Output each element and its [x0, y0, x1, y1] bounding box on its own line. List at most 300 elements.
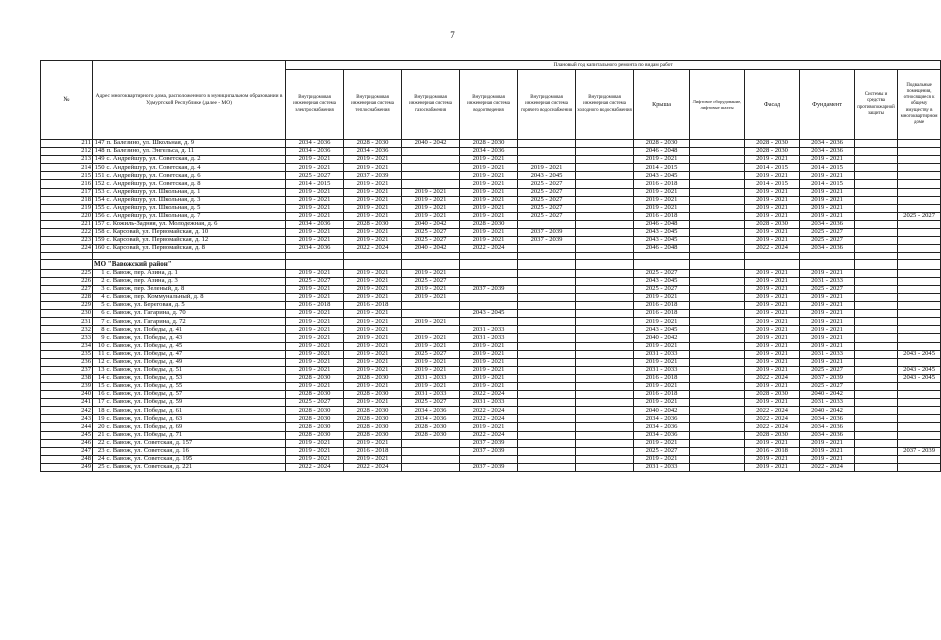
basement-cell [898, 455, 941, 463]
row-address: с. Андрейшур, ул. Школьная, д. 5 [106, 204, 286, 212]
cold-water-cell [576, 415, 634, 423]
row-address: с. Вавож, пер. Зеленый, д. 8 [106, 285, 286, 293]
foundation-cell: 2034 - 2036 [800, 431, 855, 439]
facade-cell: 2019 - 2021 [745, 399, 800, 407]
lift-cell [690, 188, 745, 196]
row-subnumber: 22 [93, 439, 106, 447]
lift-cell [690, 140, 745, 148]
hot-water-cell [518, 358, 576, 366]
roof-cell: 2019 - 2021 [634, 188, 690, 196]
row-subnumber: 159 [93, 237, 106, 245]
row-address: с. Карсовай, ул. Первомайская, д. 10 [106, 229, 286, 237]
row-subnumber: 1 [93, 269, 106, 277]
basement-cell [898, 399, 941, 407]
lift-cell [690, 293, 745, 301]
lift-cell [690, 237, 745, 245]
table-row [41, 318, 941, 326]
heat-cell: 2019 - 2021 [344, 188, 402, 196]
sewer-cell: 2037 - 2039 [460, 463, 518, 471]
electric-cell: 2028 - 2030 [286, 374, 344, 382]
facade-cell: 2019 - 2021 [745, 383, 800, 391]
row-number: 245 [41, 431, 93, 439]
row-address: с. Андрейшур, ул. Школьная, д. 1 [106, 188, 286, 196]
sewer-cell: 2019 - 2021 [460, 423, 518, 431]
row-address: с. Карсовай, ул. Первомайская, д. 12 [106, 237, 286, 245]
lift-cell [690, 302, 745, 310]
foundation-cell: 2031 - 2033 [800, 399, 855, 407]
basement-cell: 2043 - 2045 [898, 374, 941, 382]
row-address: с. Вавож, ул. Советская, д. 16 [106, 447, 286, 455]
hot-water-cell [518, 302, 576, 310]
foundation-cell: 2034 - 2036 [800, 220, 855, 228]
fire-cell [855, 269, 898, 277]
fire-cell [855, 293, 898, 301]
row-number: 213 [41, 156, 93, 164]
row-number: 215 [41, 172, 93, 180]
row-subnumber: 18 [93, 407, 106, 415]
facade-cell: 2028 - 2030 [745, 140, 800, 148]
basement-cell [898, 237, 941, 245]
fire-cell [855, 148, 898, 156]
row-address: с. Вавож, ул. Береговая, д. 5 [106, 302, 286, 310]
heat-cell: 2019 - 2021 [344, 455, 402, 463]
basement-cell [898, 302, 941, 310]
row-address: с. Вавож, ул. Победы, д. 41 [106, 326, 286, 334]
row-number: 247 [41, 447, 93, 455]
table-row [41, 180, 941, 188]
municipality-row [41, 260, 941, 269]
row-subnumber: 4 [93, 293, 106, 301]
row-number: 234 [41, 342, 93, 350]
facade-cell: 2014 - 2015 [745, 164, 800, 172]
header-roof: Крыша [634, 70, 690, 140]
cold-water-cell [576, 399, 634, 407]
cold-water-cell [576, 220, 634, 228]
sewer-cell: 2019 - 2021 [460, 358, 518, 366]
foundation-cell: 2025 - 2027 [800, 366, 855, 374]
row-address: с. Андрейшур, ул. Школьная, д. 3 [106, 196, 286, 204]
foundation-cell: 2019 - 2021 [800, 172, 855, 180]
facade-cell: 2019 - 2021 [745, 204, 800, 212]
hot-water-cell [518, 439, 576, 447]
row-subnumber: 153 [93, 188, 106, 196]
row-address: с. Вавож, ул. Советская, д. 221 [106, 463, 286, 471]
fire-cell [855, 188, 898, 196]
row-subnumber: 17 [93, 399, 106, 407]
foundation-cell: 2025 - 2027 [800, 237, 855, 245]
foundation-cell: 2040 - 2042 [800, 391, 855, 399]
electric-cell: 2019 - 2021 [286, 237, 344, 245]
basement-cell [898, 140, 941, 148]
basement-cell [898, 188, 941, 196]
hot-water-cell [518, 156, 576, 164]
foundation-cell: 2034 - 2036 [800, 423, 855, 431]
row-number: 216 [41, 180, 93, 188]
sewer-cell: 2019 - 2021 [460, 164, 518, 172]
gas-cell [402, 180, 460, 188]
heat-cell: 2019 - 2021 [344, 196, 402, 204]
fire-cell [855, 212, 898, 220]
foundation-cell: 2019 - 2021 [800, 302, 855, 310]
header-heat: Внутридомовая инженерная система теплоснабжения [344, 70, 402, 140]
roof-cell: 2019 - 2021 [634, 196, 690, 204]
lift-cell [690, 172, 745, 180]
facade-cell: 2016 - 2018 [745, 447, 800, 455]
lift-cell [690, 245, 745, 253]
facade-cell: 2019 - 2021 [745, 277, 800, 285]
cold-water-cell [576, 358, 634, 366]
foundation-cell: 2019 - 2021 [800, 188, 855, 196]
lift-cell [690, 212, 745, 220]
row-address: с. Вавож, ул. Победы, д. 71 [106, 431, 286, 439]
fire-cell [855, 407, 898, 415]
row-address: с. Вавож, ул. Победы, д. 51 [106, 366, 286, 374]
sewer-cell: 2019 - 2021 [460, 204, 518, 212]
basement-cell [898, 164, 941, 172]
roof-cell: 2019 - 2021 [634, 318, 690, 326]
table-row [41, 399, 941, 407]
sewer-cell: 2019 - 2021 [460, 383, 518, 391]
lift-cell [690, 374, 745, 382]
basement-cell [898, 415, 941, 423]
table-row [41, 310, 941, 318]
table-row [41, 245, 941, 253]
cold-water-cell [576, 245, 634, 253]
facade-cell: 2022 - 2024 [745, 245, 800, 253]
sewer-cell: 2022 - 2024 [460, 245, 518, 253]
gas-cell [402, 455, 460, 463]
lift-cell [690, 269, 745, 277]
hot-water-cell [518, 383, 576, 391]
sewer-cell: 2019 - 2021 [460, 229, 518, 237]
gas-cell: 2019 - 2021 [402, 342, 460, 350]
foundation-cell: 2019 - 2021 [800, 196, 855, 204]
heat-cell: 2028 - 2030 [344, 391, 402, 399]
foundation-cell: 2025 - 2027 [800, 383, 855, 391]
basement-cell: 2037 - 2039 [898, 447, 941, 455]
hot-water-cell: 2043 - 2045 [518, 172, 576, 180]
lift-cell [690, 318, 745, 326]
sewer-cell: 2019 - 2021 [460, 350, 518, 358]
heat-cell: 2019 - 2021 [344, 229, 402, 237]
row-address: с. Вавож, ул. Победы, д. 69 [106, 423, 286, 431]
electric-cell: 2019 - 2021 [286, 383, 344, 391]
row-address: с. Вавож, пер. Коммунальный, д. 8 [106, 293, 286, 301]
fire-cell [855, 220, 898, 228]
lift-cell [690, 415, 745, 423]
lift-cell [690, 383, 745, 391]
lift-cell [690, 220, 745, 228]
row-number: 219 [41, 204, 93, 212]
facade-cell: 2014 - 2015 [745, 180, 800, 188]
row-address: с. Вавож, ул. Советская, д. 157 [106, 439, 286, 447]
row-subnumber: 160 [93, 245, 106, 253]
roof-cell: 2016 - 2018 [634, 212, 690, 220]
roof-cell: 2016 - 2018 [634, 374, 690, 382]
row-number: 231 [41, 318, 93, 326]
gas-cell: 2040 - 2042 [402, 140, 460, 148]
roof-cell: 2031 - 2033 [634, 350, 690, 358]
electric-cell: 2019 - 2021 [286, 366, 344, 374]
fire-cell [855, 374, 898, 382]
gas-cell: 2025 - 2027 [402, 237, 460, 245]
lift-cell [690, 391, 745, 399]
cold-water-cell [576, 277, 634, 285]
fire-cell [855, 237, 898, 245]
row-number: 224 [41, 245, 93, 253]
heat-cell: 2019 - 2021 [344, 285, 402, 293]
row-number: 246 [41, 439, 93, 447]
cold-water-cell [576, 423, 634, 431]
cold-water-cell [576, 455, 634, 463]
lift-cell [690, 366, 745, 374]
hot-water-cell [518, 391, 576, 399]
basement-cell [898, 423, 941, 431]
table-row [41, 188, 941, 196]
electric-cell: 2019 - 2021 [286, 447, 344, 455]
basement-cell [898, 148, 941, 156]
fire-cell [855, 172, 898, 180]
sewer-cell: 2034 - 2036 [460, 148, 518, 156]
fire-cell [855, 245, 898, 253]
fire-cell [855, 455, 898, 463]
hot-water-cell [518, 148, 576, 156]
row-address: п. Балезино, ул. Школьная, д. 9 [106, 140, 286, 148]
basement-cell [898, 180, 941, 188]
lift-cell [690, 334, 745, 342]
fire-cell [855, 423, 898, 431]
roof-cell: 2019 - 2021 [634, 204, 690, 212]
row-subnumber: 157 [93, 220, 106, 228]
lift-cell [690, 326, 745, 334]
cold-water-cell [576, 439, 634, 447]
gas-cell [402, 164, 460, 172]
cold-water-cell [576, 188, 634, 196]
foundation-cell: 2034 - 2036 [800, 415, 855, 423]
row-subnumber: 7 [93, 318, 106, 326]
gas-cell: 2025 - 2027 [402, 399, 460, 407]
cold-water-cell [576, 285, 634, 293]
row-number: 238 [41, 374, 93, 382]
fire-cell [855, 277, 898, 285]
hot-water-cell [518, 334, 576, 342]
heat-cell: 2019 - 2021 [344, 237, 402, 245]
fire-cell [855, 350, 898, 358]
fire-cell [855, 164, 898, 172]
fire-cell [855, 326, 898, 334]
sewer-cell [460, 269, 518, 277]
lift-cell [690, 148, 745, 156]
heat-cell: 2019 - 2021 [344, 342, 402, 350]
cold-water-cell [576, 431, 634, 439]
facade-cell: 2019 - 2021 [745, 350, 800, 358]
electric-cell: 2019 - 2021 [286, 164, 344, 172]
electric-cell: 2019 - 2021 [286, 293, 344, 301]
roof-cell: 2016 - 2018 [634, 391, 690, 399]
facade-cell: 2022 - 2024 [745, 423, 800, 431]
row-number: 212 [41, 148, 93, 156]
cold-water-cell [576, 366, 634, 374]
foundation-cell: 2034 - 2036 [800, 245, 855, 253]
facade-cell: 2028 - 2030 [745, 220, 800, 228]
foundation-cell: 2025 - 2027 [800, 285, 855, 293]
fire-cell [855, 342, 898, 350]
heat-cell: 2019 - 2021 [344, 383, 402, 391]
fire-cell [855, 431, 898, 439]
row-address: с. Андрейшур, ул. Советская, д. 6 [106, 172, 286, 180]
gas-cell: 2031 - 2033 [402, 374, 460, 382]
heat-cell: 2028 - 2030 [344, 431, 402, 439]
cold-water-cell [576, 172, 634, 180]
hot-water-cell [518, 326, 576, 334]
electric-cell: 2019 - 2021 [286, 156, 344, 164]
row-number: 229 [41, 302, 93, 310]
roof-cell: 2016 - 2018 [634, 302, 690, 310]
hot-water-cell: 2025 - 2027 [518, 212, 576, 220]
row-address: с. Вавож, ул. Советская, д. 195 [106, 455, 286, 463]
lift-cell [690, 156, 745, 164]
lift-cell [690, 196, 745, 204]
fire-cell [855, 229, 898, 237]
gas-cell [402, 326, 460, 334]
row-subnumber: 8 [93, 326, 106, 334]
row-subnumber: 15 [93, 383, 106, 391]
header-foundation: Фундамент [800, 70, 855, 140]
gas-cell: 2019 - 2021 [402, 212, 460, 220]
electric-cell: 2019 - 2021 [286, 196, 344, 204]
gas-cell: 2019 - 2021 [402, 318, 460, 326]
basement-cell [898, 407, 941, 415]
roof-cell: 2043 - 2045 [634, 172, 690, 180]
electric-cell: 2019 - 2021 [286, 455, 344, 463]
hot-water-cell [518, 342, 576, 350]
row-address: с. Вавож, ул. Победы, д. 55 [106, 383, 286, 391]
sewer-cell: 2028 - 2030 [460, 220, 518, 228]
hot-water-cell [518, 407, 576, 415]
row-address: с. Вавож, ул. Победы, д. 59 [106, 399, 286, 407]
heat-cell: 2019 - 2021 [344, 399, 402, 407]
electric-cell: 2034 - 2036 [286, 245, 344, 253]
header-facade: Фасад [745, 70, 800, 140]
row-subnumber: 3 [93, 285, 106, 293]
sewer-cell: 2019 - 2021 [460, 172, 518, 180]
hot-water-cell [518, 374, 576, 382]
cold-water-cell [576, 269, 634, 277]
electric-cell: 2016 - 2018 [286, 302, 344, 310]
table-row [41, 407, 941, 415]
header-fire: Системы и средства противопожарной защиты [855, 70, 898, 140]
row-subnumber: 25 [93, 463, 106, 471]
sewer-cell: 2022 - 2024 [460, 431, 518, 439]
sewer-cell [460, 293, 518, 301]
facade-cell: 2028 - 2030 [745, 391, 800, 399]
hot-water-cell: 2025 - 2027 [518, 188, 576, 196]
gas-cell [402, 172, 460, 180]
cold-water-cell [576, 164, 634, 172]
lift-cell [690, 277, 745, 285]
sewer-cell: 2022 - 2024 [460, 407, 518, 415]
foundation-cell: 2019 - 2021 [800, 342, 855, 350]
facade-cell: 2019 - 2021 [745, 455, 800, 463]
fire-cell [855, 391, 898, 399]
fire-cell [855, 399, 898, 407]
fire-cell [855, 415, 898, 423]
fire-cell [855, 334, 898, 342]
facade-cell: 2019 - 2021 [745, 293, 800, 301]
foundation-cell: 2014 - 2015 [800, 164, 855, 172]
heat-cell: 2019 - 2021 [344, 350, 402, 358]
foundation-cell: 2034 - 2036 [800, 140, 855, 148]
cold-water-cell [576, 229, 634, 237]
gas-cell: 2025 - 2027 [402, 277, 460, 285]
foundation-cell: 2019 - 2021 [800, 455, 855, 463]
row-subnumber: 151 [93, 172, 106, 180]
row-address: с. Вавож, ул. Гагарина, д. 70 [106, 310, 286, 318]
hot-water-cell [518, 366, 576, 374]
cold-water-cell [576, 407, 634, 415]
row-subnumber: 155 [93, 204, 106, 212]
cold-water-cell [576, 302, 634, 310]
fire-cell [855, 204, 898, 212]
facade-cell: 2019 - 2021 [745, 326, 800, 334]
fire-cell [855, 318, 898, 326]
cold-water-cell [576, 212, 634, 220]
cold-water-cell [576, 293, 634, 301]
roof-cell: 2043 - 2045 [634, 326, 690, 334]
heat-cell: 2022 - 2024 [344, 245, 402, 253]
row-number: 222 [41, 229, 93, 237]
fire-cell [855, 302, 898, 310]
lift-cell [690, 285, 745, 293]
row-subnumber: 152 [93, 180, 106, 188]
heat-cell: 2019 - 2021 [344, 212, 402, 220]
lift-cell [690, 463, 745, 471]
row-number: 225 [41, 269, 93, 277]
heat-cell: 2019 - 2021 [344, 269, 402, 277]
facade-cell: 2019 - 2021 [745, 366, 800, 374]
gas-cell: 2040 - 2042 [402, 245, 460, 253]
table-row [41, 463, 941, 471]
hot-water-cell [518, 431, 576, 439]
row-address: с. Андрейшур, ул. Советская, д. 4 [106, 164, 286, 172]
foundation-cell: 2019 - 2021 [800, 318, 855, 326]
row-address: с. Вавож, ул. Победы, д. 45 [106, 342, 286, 350]
gas-cell: 2019 - 2021 [402, 366, 460, 374]
hot-water-cell: 2037 - 2039 [518, 237, 576, 245]
gas-cell [402, 447, 460, 455]
heat-cell: 2019 - 2021 [344, 334, 402, 342]
roof-cell: 2040 - 2042 [634, 334, 690, 342]
fire-cell [855, 156, 898, 164]
row-subnumber: 10 [93, 342, 106, 350]
hot-water-cell [518, 447, 576, 455]
roof-cell: 2043 - 2045 [634, 229, 690, 237]
table-row [41, 423, 941, 431]
facade-cell: 2019 - 2021 [745, 172, 800, 180]
row-number: 211 [41, 140, 93, 148]
sewer-cell: 2019 - 2021 [460, 342, 518, 350]
sewer-cell: 2028 - 2030 [460, 140, 518, 148]
basement-cell [898, 229, 941, 237]
basement-cell: 2043 - 2045 [898, 366, 941, 374]
gas-cell [402, 439, 460, 447]
table-row [41, 342, 941, 350]
electric-cell: 2028 - 2030 [286, 431, 344, 439]
basement-cell [898, 383, 941, 391]
electric-cell: 2034 - 2036 [286, 220, 344, 228]
row-subnumber: 6 [93, 310, 106, 318]
basement-cell [898, 285, 941, 293]
